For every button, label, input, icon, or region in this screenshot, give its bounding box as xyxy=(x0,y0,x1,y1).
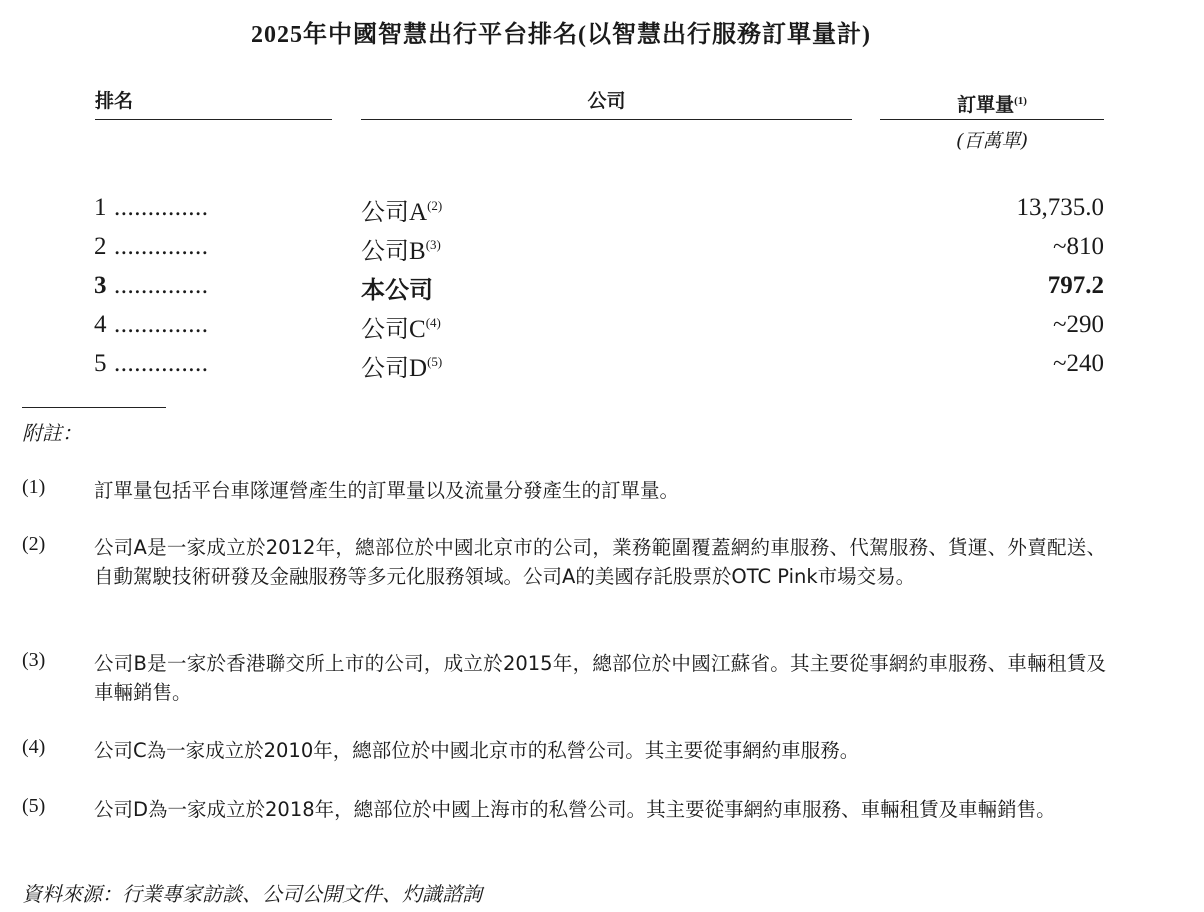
company-name: 公司 xyxy=(361,354,409,382)
column-header-rank: 排名 xyxy=(95,90,134,112)
company-note: (4) xyxy=(425,315,441,330)
table-row xyxy=(0,227,1204,267)
company-cell xyxy=(361,231,441,266)
header-rule-orders xyxy=(880,119,1104,120)
company-suffix: C xyxy=(409,316,426,343)
leader-dots: .............. xyxy=(114,272,209,299)
company-name: 本公司 xyxy=(361,276,433,304)
company-name: 公司 xyxy=(361,198,409,226)
header-rule-rank xyxy=(95,119,332,120)
header-rule-company xyxy=(361,119,852,120)
rank-cell: 3 xyxy=(94,272,107,299)
leader-dots: .............. xyxy=(114,233,209,260)
rank-cell: 4 xyxy=(94,311,107,338)
footnote-text: 公司D為一家成立於2018年，總部位於中國上海市的私營公司。其主要從事網約車服務、車輛租賃及車輛銷售。 xyxy=(94,798,1056,821)
rank-cell: 1 xyxy=(94,194,107,221)
company-note: (2) xyxy=(427,198,443,213)
company-note: (3) xyxy=(425,237,441,252)
company-note: (5) xyxy=(427,354,443,369)
orders-unit: (百萬單) xyxy=(956,130,1028,152)
leader-dots: .............. xyxy=(114,311,209,338)
company-name: 公司 xyxy=(361,315,409,343)
footnote-text: 公司B是一家於香港聯交所上市的公司，成立於2015年，總部位於中國江蘇省。其主要從事網約車服務、車輛租賃及車輛銷售。 xyxy=(94,652,1106,704)
orders-cell: ~290 xyxy=(1052,311,1104,338)
table-row xyxy=(0,344,1204,384)
table-row xyxy=(0,305,1204,345)
source-note: 資料來源：行業專家訪談、公司公開文件、灼識諮詢 xyxy=(22,882,482,906)
orders-cell: ~240 xyxy=(1052,350,1104,377)
leader-dots: .............. xyxy=(114,350,209,377)
column-header-orders xyxy=(880,88,1104,114)
company-cell xyxy=(361,270,433,305)
table-row-highlighted xyxy=(0,266,1204,306)
footnote-text: 訂單量包括平台車隊運營產生的訂單量以及流量分發產生的訂單量。 xyxy=(94,479,680,502)
footnote-text: 公司C為一家成立於2010年，總部位於中國北京市的私營公司。其主要從事網約車服務。 xyxy=(94,739,860,762)
footnote-number: (4) xyxy=(22,736,46,758)
footnote-text: 公司A是一家成立於2012年，總部位於中國北京市的公司，業務範圍覆蓋網約車服務、代駕服務、貨運、外賣配送、自動駕駛技術研發及金融服務等多元化服務領域。公司A的美國存託股票於OTC Pink市場交易。 xyxy=(94,536,1106,588)
company-suffix: D xyxy=(409,355,428,382)
footnote-number: (1) xyxy=(22,476,46,498)
company-cell xyxy=(361,192,442,227)
rank-cell: 5 xyxy=(94,350,107,377)
orders-cell: 797.2 xyxy=(1047,272,1104,299)
orders-cell: ~810 xyxy=(1052,233,1104,260)
company-suffix: B xyxy=(409,238,426,265)
footnote-number: (2) xyxy=(22,533,46,555)
company-suffix: A xyxy=(409,199,428,226)
rank-cell: 2 xyxy=(94,233,107,260)
column-header-company: 公司 xyxy=(587,90,626,112)
notes-divider xyxy=(22,407,166,408)
column-header-orders-label: 訂單量 xyxy=(957,94,1015,116)
page-title: 2025年中國智慧出行平台排名(以智慧出行服務訂單量計) xyxy=(251,22,871,48)
company-name: 公司 xyxy=(361,237,409,265)
company-cell xyxy=(361,348,442,383)
table-row xyxy=(0,188,1204,228)
footnote-number: (5) xyxy=(22,795,46,817)
notes-label: 附註： xyxy=(22,421,82,445)
company-cell xyxy=(361,309,441,344)
footnote-number: (3) xyxy=(22,649,46,671)
leader-dots: .............. xyxy=(114,194,209,221)
column-header-orders-note: (1) xyxy=(1014,95,1027,107)
orders-cell: 13,735.0 xyxy=(1016,194,1104,221)
